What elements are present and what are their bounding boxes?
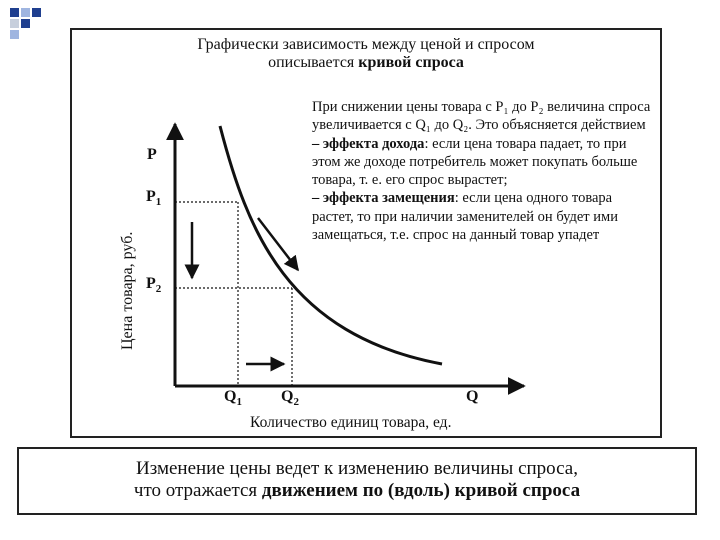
deco-square [10, 8, 19, 17]
tick-q2-sub: 2 [293, 396, 299, 409]
tick-p1-letter: P [146, 188, 156, 205]
x-axis-label: Количество единиц товара, ед. [250, 414, 452, 431]
tick-q1-letter: Q [224, 388, 237, 405]
tick-q1-sub: 1 [236, 396, 242, 409]
tick-q2 [281, 388, 299, 408]
caption-line2-bold: движением по (вдоль) кривой спроса [261, 480, 581, 501]
tick-q2-letter: Q [281, 388, 294, 405]
income-effect [312, 135, 657, 190]
tick-p1 [146, 188, 161, 208]
income-effect-text: : если цена товара падает, то при этом же доходе потребитель может покупать больше товара, т. е. его спрос вырастет; [312, 135, 638, 189]
y-axis-label: Цена товара, руб. [119, 231, 136, 350]
y-axis-symbol: P [147, 146, 157, 163]
tick-q1 [224, 388, 242, 408]
figure-title-line1: Графически зависимость между ценой и спросом [197, 36, 535, 53]
deco-square [10, 30, 19, 39]
deco-square [32, 8, 41, 17]
substitution-effect-title: – эффекта замещения [312, 190, 455, 207]
deco-square [21, 8, 30, 17]
x-axis-symbol: Q [466, 388, 479, 405]
deco-square [10, 19, 19, 28]
income-effect-title: – эффекта дохода [312, 135, 425, 152]
tick-p1-sub: 1 [155, 196, 162, 209]
caption-box [17, 447, 697, 515]
caption-line1: Изменение цены ведет к изменению величины спроса, [135, 458, 578, 479]
caption-line2-plain: что отражается [133, 480, 262, 501]
figure-title-line2-bold: кривой спроса [358, 54, 464, 71]
tick-p2 [146, 275, 161, 295]
figure-title-line2-plain: описывается [268, 54, 359, 71]
corner-decoration [0, 0, 40, 40]
explanation-text [312, 98, 657, 244]
demand-curve-figure [70, 28, 662, 438]
substitution-effect-text: : если цена одного товара растет, то при наличии заменителей он будет ими замещаться, т.е. спрос на данный товар упадет [312, 190, 618, 244]
explanation-intro: При снижении цены товара с P₁ до P₂ величина спроса увеличивается с Q₁ до Q₂. Это объясняется действием [312, 99, 651, 134]
caption-line2 [19, 480, 695, 502]
tick-p2-letter: P [146, 275, 156, 292]
tick-p2-sub: 2 [155, 283, 162, 296]
deco-square [21, 19, 30, 28]
substitution-effect [312, 189, 657, 244]
